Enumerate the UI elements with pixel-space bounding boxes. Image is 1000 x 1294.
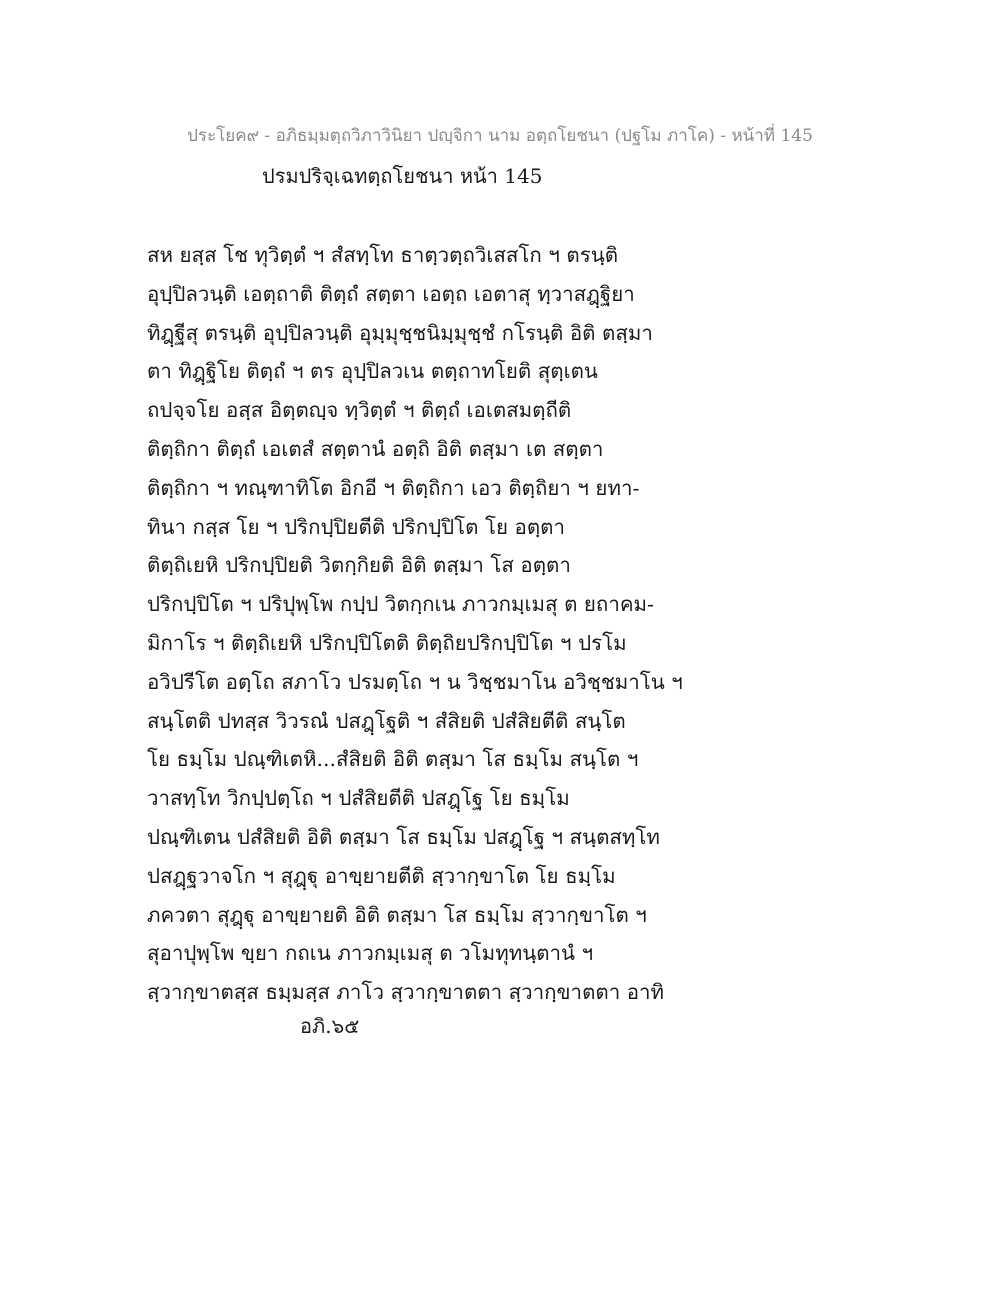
text-line: ปริกปฺปิโต ฯ ปริปุพฺโพ กปฺป วิตกฺกเน ภาวกมฺเมสุ ต ยถาคม- — [147, 592, 654, 617]
text-line: ปณฺฑิเตน ปสํสิยติ อิติ ตสฺมา โส ธมฺโม ปสฎฺโฐ ฯ สนฺตสทฺโท — [147, 824, 660, 849]
text-line: ติตฺถิกา ฯ ทณฺฑาทิโต อิกอี ฯ ติตฺถิกา เอว ติตฺถิยา ฯ ยทา- — [147, 475, 640, 500]
text-line: อุปฺปิลวนฺติ เอตฺถาติ ติตฺถํ สตฺตา เอตฺถ เอตาสุ ทฺวาสฎฺฐิยา — [147, 281, 635, 306]
running-header: ประโยค๙ - อภิธมฺมตฺถวิภาวินิยา ปญฺจิกา นาม อตฺถโยชนา (ปฐโม ภาโค) - หน้าที่ 145 — [187, 126, 813, 146]
text-line: ตา ทิฎฺฐิโย ติตฺถํ ฯ ตร อุปฺปิลวเน ตตฺถาทโยติ สุตฺเตน — [147, 359, 598, 384]
text-line: ติตฺถิเยหิ ปริกปฺปิยติ วิตกฺกิยติ อิติ ตสฺมา โส อตฺตา — [147, 553, 571, 578]
text-line: ถปจฺจโย อสฺส อิตฺตญฺจ ทฺวิตฺตํ ฯ ติตฺถํ เอเตสมตฺถีติ — [147, 398, 572, 423]
text-line: ปสฎฺฐวาจโก ฯ สุฎฺฐุ อาขฺยายตีติ สฺวากฺขาโต โย ธมฺโม — [147, 863, 616, 888]
text-line: ติตฺถิกา ติตฺถํ เอเตสํ สตฺตานํ อตฺถิ อิติ ตสฺมา เต สตฺตา — [147, 436, 604, 461]
text-line: สุอาปุพฺโพ ขฺยา กถเน ภาวกมฺเมสุ ต วโมทุทนฺตานํ ฯ — [147, 941, 594, 966]
body-text — [147, 236, 847, 1012]
footer-mark: อภิ.๖๕ — [300, 1014, 360, 1038]
text-line: สฺวากฺขาตสฺส ธมฺมสฺส ภาโว สฺวากฺขาตตา สฺวากฺขาตตา อาทิ — [147, 980, 665, 1005]
section-subtitle: ปรมปริจฺเฉทตฺถโยชนา หน้า 145 — [262, 164, 543, 188]
text-line: มิกาโร ฯ ติตฺถิเยหิ ปริกปฺปิโตติ ติตฺถิยปริกปฺปิโต ฯ ปรโม — [147, 630, 627, 655]
text-line: สนฺโตติ ปทสฺส วิวรณํ ปสฎฺโฐติ ฯ สํสิยติ ปสํสิยตีติ สนฺโต — [147, 708, 626, 733]
text-line: อวิปรีโต อตฺโถ สภาโว ปรมตฺโถ ฯ น วิชฺชมาโน อวิชฺชมาโน ฯ — [147, 669, 683, 694]
text-line: โย ธมฺโม ปณฺฑิเตหิ...สํสิยติ อิติ ตสฺมา โส ธมฺโม สนฺโต ฯ — [147, 747, 639, 772]
text-line: สห ยสฺส โช ทุวิตฺตํ ฯ สํสทฺโท ธาตฺวตฺถวิเสสโก ฯ ตรนฺติ — [147, 243, 619, 267]
text-line: วาสทฺโท วิกปฺปตฺโถ ฯ ปสํสิยตีติ ปสฎฺโฐ โย ธมฺโม — [147, 786, 570, 811]
text-line: ภควตา สุฎฺฐุ อาขฺยายติ อิติ ตสฺมา โส ธมฺโม สฺวากฺขาโต ฯ — [147, 902, 647, 927]
text-line: ทิฎฺฐีสุ ตรนฺติ อุปฺปิลวนฺติ อุมฺมุชฺชนิมฺมุชฺชํ กโรนฺติ อิติ ตสฺมา — [147, 320, 653, 345]
text-line: ทินา กสฺส โย ฯ ปริกปฺปิยตีติ ปริกปฺปิโต โย อตฺตา — [147, 514, 565, 539]
